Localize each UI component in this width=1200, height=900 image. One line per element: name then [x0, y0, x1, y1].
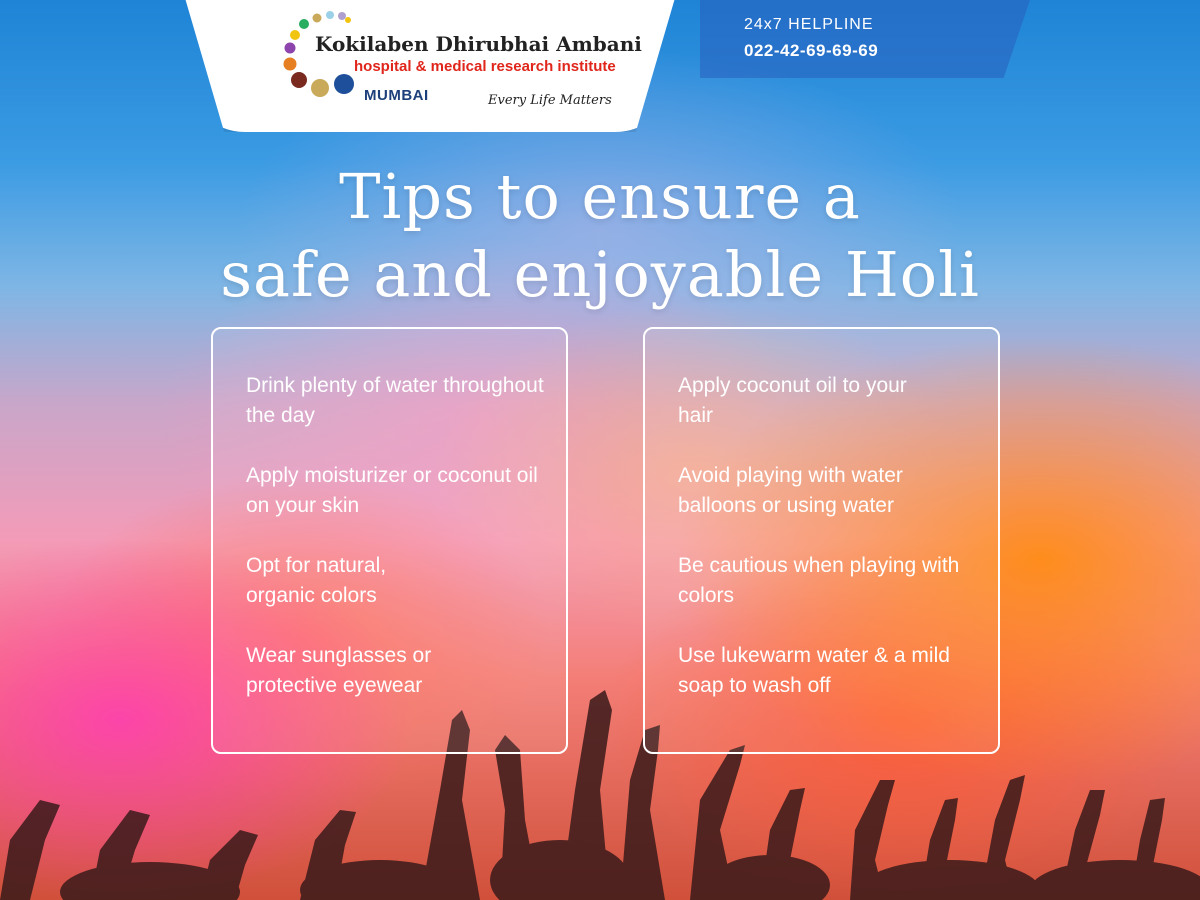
hospital-city: MUMBAI: [364, 87, 429, 104]
tip-item: Drink plenty of water throughout the day: [246, 374, 544, 427]
tip-item: Apply moisturizer or coconut oil on your skin: [246, 464, 538, 517]
hospital-tagline: Every Life Matters: [488, 93, 612, 108]
helpline-number[interactable]: 022-42-69-69-69: [744, 41, 879, 60]
tips-panel-left: [211, 327, 568, 754]
title-line-2: safe and enjoyable Holi: [220, 238, 980, 311]
hospital-name: Kokilaben Dhirubhai Ambani: [315, 32, 642, 56]
helpline-label: 24x7 HELPLINE: [744, 16, 874, 33]
tip-item: Use lukewarm water & a mild soap to wash off: [678, 644, 950, 697]
crowd-silhouette-image: [0, 640, 1200, 900]
tip-item: Wear sunglasses or protective eyewear: [246, 644, 432, 697]
page-title: [0, 158, 1200, 314]
tip-item: Avoid playing with water balloons or using water: [678, 464, 903, 517]
tip-item: Opt for natural, organic colors: [246, 554, 387, 607]
tip-item: Be cautious when playing with colors: [678, 554, 960, 607]
tips-panel-right: [643, 327, 1000, 754]
title-line-1: Tips to ensure a: [339, 160, 861, 233]
hospital-subtitle: hospital & medical research institute: [354, 58, 616, 75]
tip-item: Apply coconut oil to your hair: [678, 374, 907, 427]
helpline-tab: [700, 0, 1030, 78]
